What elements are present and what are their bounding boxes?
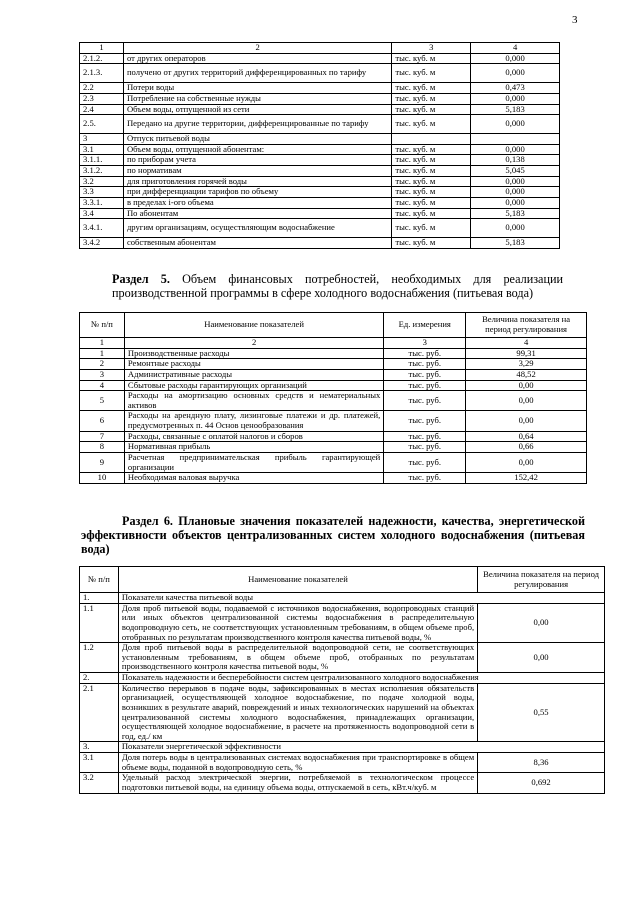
row-value: 0,692 — [478, 773, 605, 793]
row-value: 0,000 — [471, 176, 560, 187]
row-unit: тыс. куб. м — [392, 176, 471, 187]
row-name: Показатели качества питьевой воды — [118, 593, 604, 604]
row-unit: тыс. руб. — [384, 380, 466, 391]
table-row — [80, 64, 560, 83]
row-unit: тыс. куб. м — [392, 93, 471, 104]
table-row — [80, 155, 560, 166]
row-num: 8 — [80, 442, 125, 453]
table-row — [80, 369, 587, 380]
group-row — [80, 593, 605, 604]
row-name: Расходы на арендную плату, лизинговые платежи и др. платежей, предусмотренных п. 44 Основ ценообразования — [124, 411, 383, 431]
table-row — [80, 166, 560, 177]
row-name: Доля потерь воды в централизованных системах водоснабжения при транспортировке в общем объеме воды, поданной в водопроводную сеть, % — [118, 753, 477, 773]
row-name: Отпуск питьевой воды — [123, 134, 391, 145]
table-row — [80, 391, 587, 411]
row-num: 3.2 — [80, 773, 119, 793]
row-num: 1. — [80, 593, 119, 604]
table-row — [80, 431, 587, 442]
row-num: 7 — [80, 431, 125, 442]
row-unit: тыс. руб. — [384, 452, 466, 472]
table-row — [80, 176, 560, 187]
row-name: при дифференциации тарифов по объему — [123, 187, 391, 198]
table-row — [80, 144, 560, 155]
row-value: 0,000 — [471, 197, 560, 208]
row-name: от других операторов — [123, 53, 391, 64]
table-row — [80, 219, 560, 238]
table-row — [80, 197, 560, 208]
row-unit: тыс. руб. — [384, 473, 466, 484]
row-value: 0,66 — [466, 442, 587, 453]
row-name: Расходы на амортизацию основных средств и нематериальных активов — [124, 391, 383, 411]
row-name: Объем воды, отпущенной из сети — [123, 104, 391, 115]
row-unit: тыс. руб. — [384, 442, 466, 453]
table-row — [80, 380, 587, 391]
table-row — [80, 603, 605, 643]
row-num: 1.1 — [80, 603, 119, 643]
row-value: 0,55 — [478, 683, 605, 742]
header-value: Величина показателя на период регулирования — [466, 313, 587, 338]
row-value: 0,00 — [478, 643, 605, 673]
section6-title: Плановые значения показателей надежности, качества, энергетической эффективности объектов централизованных систем холодного водоснабжения (питьевая вода) — [81, 514, 585, 556]
row-value: 0,473 — [471, 83, 560, 94]
row-name: Количество перерывов в подаче воды, зафиксированных в местах исполнения обязательств организацией, осуществляющей холодное водоснабжение, по подаче холодной воды, возникших в результате аварий, повреждений и иных технологических нарушений на объектах централизованной системы холодного водоснабжения, принадлежащих организации, осуществляющей холодное водоснабжение, в расчете на протяженность водопроводной сети в год, ед./ км — [118, 683, 477, 742]
row-unit: тыс. руб. — [384, 348, 466, 359]
col-index: 1 — [80, 338, 125, 349]
row-name: Нормативная прибыль — [124, 442, 383, 453]
table-row — [80, 83, 560, 94]
row-num: 1 — [80, 348, 125, 359]
row-name: Доля проб питьевой воды в распределительной водопроводной сети, не соответствующих установленным требованиям, в общем объеме проб, отобранных по результатам производственного контроля качества питьевой воды, % — [118, 643, 477, 673]
row-num: 2.5. — [80, 115, 124, 134]
table-row — [80, 348, 587, 359]
table-row — [80, 683, 605, 742]
row-unit: тыс. куб. м — [392, 53, 471, 64]
section6-label: Раздел 6. — [122, 514, 173, 528]
table-header-row — [80, 313, 587, 338]
row-name: в пределах i-ого объема — [123, 197, 391, 208]
table-row — [80, 473, 587, 484]
table-row — [80, 359, 587, 370]
row-num: 9 — [80, 452, 125, 472]
financial-needs-table — [79, 312, 587, 484]
row-num: 3.3 — [80, 187, 124, 198]
header-num: № п/п — [80, 567, 119, 593]
col-index: 2 — [124, 338, 383, 349]
row-value: 0,000 — [471, 187, 560, 198]
row-name: Передано на другие территории, дифференцированные по тарифу — [123, 115, 391, 134]
row-num: 3.2 — [80, 176, 124, 187]
row-unit: тыс. руб. — [384, 431, 466, 442]
row-name: по нормативам — [123, 166, 391, 177]
row-value: 0,000 — [471, 219, 560, 238]
row-unit: тыс. куб. м — [392, 144, 471, 155]
header-value: Величина показателя на период регулирования — [478, 567, 605, 593]
group-row — [80, 742, 605, 753]
section6-heading — [81, 514, 585, 556]
col-index: 3 — [384, 338, 466, 349]
row-unit: тыс. куб. м — [392, 155, 471, 166]
row-name: Ремонтные расходы — [124, 359, 383, 370]
row-value: 0,00 — [466, 391, 587, 411]
row-name: Административные расходы — [124, 369, 383, 380]
row-name: по приборам учета — [123, 155, 391, 166]
row-name: Расчетная предпринимательская прибыль гарантирующей организации — [124, 452, 383, 472]
row-name: другим организациям, осуществляющим водоснабжение — [123, 219, 391, 238]
table-row — [80, 753, 605, 773]
row-num: 3.1 — [80, 753, 119, 773]
row-name: Объем воды, отпущенной абонентам: — [123, 144, 391, 155]
row-num: 3.1.1. — [80, 155, 124, 166]
row-value: 0,000 — [471, 115, 560, 134]
table-index-row — [80, 338, 587, 349]
row-name: Потребление на собственные нужды — [123, 93, 391, 104]
row-unit: тыс. куб. м — [392, 83, 471, 94]
section5-label: Раздел 5. — [112, 272, 170, 286]
row-name: Показатель надежности и бесперебойности систем централизованного холодного водоснабжения — [118, 673, 604, 684]
row-value: 0,138 — [471, 155, 560, 166]
row-num: 2.4 — [80, 104, 124, 115]
row-unit: тыс. куб. м — [392, 187, 471, 198]
row-name: Производственные расходы — [124, 348, 383, 359]
table-row — [80, 773, 605, 793]
row-num: 2 — [80, 359, 125, 370]
water-balance-table — [79, 42, 560, 249]
row-value: 0,000 — [471, 64, 560, 83]
header-unit: Ед. измерения — [384, 313, 466, 338]
row-num: 2.1 — [80, 683, 119, 742]
row-value: 0,000 — [471, 93, 560, 104]
table-row — [80, 134, 560, 145]
row-value: 5,045 — [471, 166, 560, 177]
row-value: 0,64 — [466, 431, 587, 442]
row-unit: тыс. куб. м — [392, 208, 471, 219]
row-num: 3.4 — [80, 208, 124, 219]
header-num: № п/п — [80, 313, 125, 338]
row-value: 0,00 — [466, 452, 587, 472]
header-name: Наименование показателей — [124, 313, 383, 338]
row-num: 2.1.2. — [80, 53, 124, 64]
row-num: 3.3.1. — [80, 197, 124, 208]
row-unit: тыс. куб. м — [392, 238, 471, 249]
row-num: 5 — [80, 391, 125, 411]
header-name: Наименование показателей — [118, 567, 477, 593]
row-value: 0,000 — [471, 144, 560, 155]
row-num: 3 — [80, 134, 124, 145]
row-value: 5,183 — [471, 238, 560, 249]
row-num: 2.1.3. — [80, 64, 124, 83]
row-value: 5,183 — [471, 208, 560, 219]
col-index: 4 — [471, 43, 560, 54]
row-num: 1.2 — [80, 643, 119, 673]
row-num: 4 — [80, 380, 125, 391]
row-name: Доля проб питьевой воды, подаваемой с источников водоснабжения, водопроводных станций или иных объектов централизованной системы водоснабжения в распределительную водопроводную сеть, не соответствующих установленным требованиям, в общем объеме проб, отобранных по результатам производственного контроля качества питьевой воды, % — [118, 603, 477, 643]
row-unit — [392, 134, 471, 145]
row-value: 8,36 — [478, 753, 605, 773]
table-row — [80, 442, 587, 453]
row-name: получено от других территорий дифференцированных по тарифу — [123, 64, 391, 83]
row-unit: тыс. куб. м — [392, 104, 471, 115]
row-name: для приготовления горячей воды — [123, 176, 391, 187]
table-header-row — [80, 567, 605, 593]
row-num: 3.4.2 — [80, 238, 124, 249]
table-row — [80, 53, 560, 64]
row-num: 2. — [80, 673, 119, 684]
section5-title: Объем финансовых потребностей, необходимых для реализации производственной программы в сфере холодного водоснабжения (питьевая вода) — [112, 272, 564, 300]
group-row — [80, 673, 605, 684]
row-unit: тыс. куб. м — [392, 166, 471, 177]
row-unit: тыс. руб. — [384, 359, 466, 370]
table-row — [80, 104, 560, 115]
page-number: 3 — [572, 14, 578, 26]
table-header-row — [80, 43, 560, 54]
row-num: 3. — [80, 742, 119, 753]
row-name: Потери воды — [123, 83, 391, 94]
row-num: 3 — [80, 369, 125, 380]
row-unit: тыс. куб. м — [392, 219, 471, 238]
row-value: 0,00 — [466, 411, 587, 431]
row-num: 6 — [80, 411, 125, 431]
row-unit: тыс. куб. м — [392, 115, 471, 134]
row-value: 152,42 — [466, 473, 587, 484]
row-unit: тыс. куб. м — [392, 197, 471, 208]
reliability-indicators-table — [79, 566, 605, 794]
row-name: Удельный расход электрической энергии, потребляемой в технологическом процессе подготовки питьевой воды, на единицу объема воды, отпускаемой в сеть, кВт.ч/куб. м — [118, 773, 477, 793]
row-value: 0,000 — [471, 53, 560, 64]
row-value: 0,00 — [478, 603, 605, 643]
table-row — [80, 115, 560, 134]
row-value: 3,29 — [466, 359, 587, 370]
row-value: 0,00 — [466, 380, 587, 391]
table-row — [80, 187, 560, 198]
row-unit: тыс. руб. — [384, 411, 466, 431]
row-name: По абонентам — [123, 208, 391, 219]
row-num: 3.4.1. — [80, 219, 124, 238]
row-name: Сбытовые расходы гарантирующих организаций — [124, 380, 383, 391]
row-name: Расходы, связанные с оплатой налогов и сборов — [124, 431, 383, 442]
table-row — [80, 643, 605, 673]
row-name: собственным абонентам — [123, 238, 391, 249]
table-row — [80, 238, 560, 249]
table-row — [80, 452, 587, 472]
row-num: 2.2 — [80, 83, 124, 94]
col-index: 4 — [466, 338, 587, 349]
col-index: 2 — [123, 43, 391, 54]
row-unit: тыс. руб. — [384, 369, 466, 380]
table-row — [80, 93, 560, 104]
row-value — [471, 134, 560, 145]
row-name: Необходимая валовая выручка — [124, 473, 383, 484]
row-num: 3.1 — [80, 144, 124, 155]
row-num: 10 — [80, 473, 125, 484]
row-num: 2.3 — [80, 93, 124, 104]
col-index: 3 — [392, 43, 471, 54]
table-row — [80, 208, 560, 219]
row-value: 48,52 — [466, 369, 587, 380]
row-value: 99,31 — [466, 348, 587, 359]
row-value: 5,183 — [471, 104, 560, 115]
section5-heading — [112, 272, 563, 300]
row-name: Показатели энергетической эффективности — [118, 742, 604, 753]
table-row — [80, 411, 587, 431]
row-unit: тыс. руб. — [384, 391, 466, 411]
row-num: 3.1.2. — [80, 166, 124, 177]
row-unit: тыс. куб. м — [392, 64, 471, 83]
col-index: 1 — [80, 43, 124, 54]
